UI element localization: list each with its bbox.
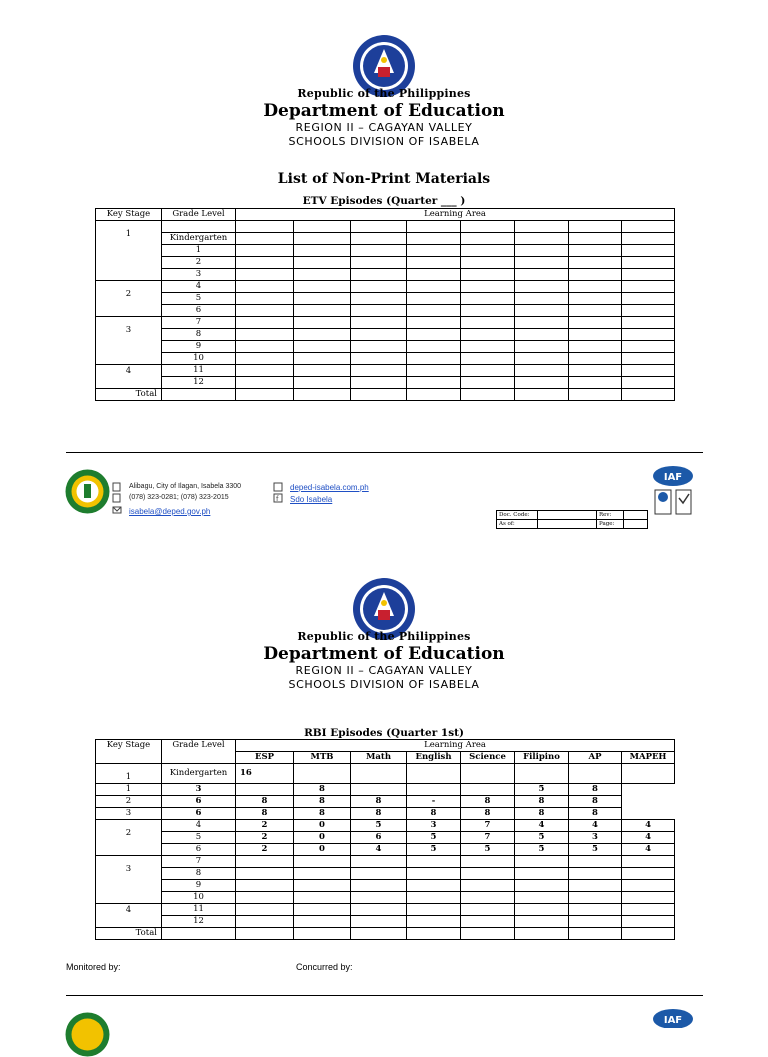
table-row xyxy=(96,880,675,892)
document-control-table xyxy=(496,510,648,529)
web-fb-icons xyxy=(273,482,283,504)
iaf-certification-icon xyxy=(652,465,694,519)
value-cell: 8 xyxy=(407,808,461,820)
value-cell: 5 xyxy=(569,844,622,856)
value-cell xyxy=(569,892,622,904)
value-cell xyxy=(351,856,407,868)
region-text: REGION II – CAGAYAN VALLEY xyxy=(295,664,473,677)
table-row xyxy=(96,784,675,796)
value-cell xyxy=(407,916,461,928)
grade-cell: 9 xyxy=(162,341,236,353)
key-stage-cell: 4 xyxy=(96,365,162,389)
department-text: Department of Education xyxy=(263,644,505,664)
value-cell: 6 xyxy=(162,808,236,820)
key-stage-cell: 3 xyxy=(96,317,162,365)
kindergarten-value: 16 xyxy=(236,764,294,784)
subject-header: English xyxy=(407,752,461,764)
grade-cell: 11 xyxy=(162,904,236,916)
value-cell: 4 xyxy=(515,820,569,832)
value-cell xyxy=(407,784,461,796)
value-cell: 5 xyxy=(515,844,569,856)
learning-area-header: Learning Area xyxy=(236,740,675,752)
value-cell: 2 xyxy=(236,820,294,832)
key-stage-cell: 2 xyxy=(96,281,162,317)
value-cell: 4 xyxy=(622,832,675,844)
iaf-certification-icon xyxy=(652,1008,694,1028)
value-cell xyxy=(515,916,569,928)
subject-header: MAPEH xyxy=(622,752,675,764)
table-row xyxy=(96,844,675,856)
grade-cell: 7 xyxy=(162,317,236,329)
table-row xyxy=(96,808,675,820)
address-text: Alibagu, City of Ilagan, Isabela 3300 xyxy=(129,483,242,490)
grade-cell: 10 xyxy=(162,353,236,365)
grade-cell: 4 xyxy=(162,820,236,832)
value-cell: 5 xyxy=(515,832,569,844)
value-cell xyxy=(461,784,515,796)
grade-cell: 10 xyxy=(162,892,236,904)
sdo-isabela-logo-icon xyxy=(65,469,110,514)
grade-cell: 4 xyxy=(162,281,236,293)
phone-text: (078) 323-0281; (078) 323-2015 xyxy=(129,494,229,501)
iaf-text: IAF xyxy=(663,472,683,483)
total-label: Total xyxy=(96,389,162,401)
monitored-by-label: Monitored by: xyxy=(66,962,121,972)
doc-code-label: Doc. Code: xyxy=(497,511,538,520)
table-row xyxy=(96,820,675,832)
grade-cell: 6 xyxy=(162,305,236,317)
value-cell xyxy=(622,916,675,928)
value-cell: 2 xyxy=(236,832,294,844)
value-cell xyxy=(622,880,675,892)
value-cell: 4 xyxy=(351,844,407,856)
grade-cell: 8 xyxy=(162,329,236,341)
value-cell: 8 xyxy=(351,796,407,808)
subject-header: Filipino xyxy=(515,752,569,764)
value-cell xyxy=(407,856,461,868)
value-cell xyxy=(515,904,569,916)
etv-table-title: ETV Episodes (Quarter ___ ) xyxy=(302,195,466,207)
table-row xyxy=(96,904,675,916)
value-cell xyxy=(461,904,515,916)
value-cell: 4 xyxy=(569,820,622,832)
value-cell: 8 xyxy=(515,796,569,808)
value-cell: 7 xyxy=(461,820,515,832)
sdo-isabela-logo-icon xyxy=(65,1012,110,1057)
value-cell xyxy=(515,892,569,904)
value-cell: 5 xyxy=(351,820,407,832)
value-cell: 3 xyxy=(569,832,622,844)
total-label: Total xyxy=(96,928,162,940)
email-link[interactable]: isabela@deped.gov.ph xyxy=(129,507,211,516)
value-cell xyxy=(622,892,675,904)
iaf-text: IAF xyxy=(663,1015,683,1026)
page-label: Page: xyxy=(597,520,624,529)
value-cell xyxy=(515,880,569,892)
value-cell: 8 xyxy=(236,808,294,820)
value-cell xyxy=(351,904,407,916)
value-cell: 8 xyxy=(294,796,351,808)
value-cell xyxy=(622,904,675,916)
value-cell: 8 xyxy=(569,796,622,808)
value-cell xyxy=(236,856,294,868)
table-row xyxy=(96,892,675,904)
key-stage-header: Key Stage xyxy=(96,740,162,764)
svg-text:f: f xyxy=(276,495,279,503)
key-stage-cell: 2 xyxy=(96,820,162,856)
value-cell xyxy=(351,916,407,928)
rbi-table xyxy=(95,739,675,940)
value-cell: 8 xyxy=(294,784,351,796)
grade-cell: 2 xyxy=(96,796,162,808)
value-cell xyxy=(569,856,622,868)
value-cell xyxy=(461,916,515,928)
contact-icons xyxy=(112,482,122,516)
value-cell xyxy=(236,916,294,928)
value-cell: 3 xyxy=(162,784,236,796)
value-cell: 8 xyxy=(569,808,622,820)
value-cell xyxy=(294,904,351,916)
value-cell xyxy=(461,868,515,880)
value-cell: 5 xyxy=(407,832,461,844)
value-cell xyxy=(407,868,461,880)
page-title: List of Non-Print Materials xyxy=(277,171,491,187)
value-cell xyxy=(236,784,294,796)
rbi-table-title: RBI Episodes (Quarter 1st) xyxy=(304,727,464,739)
value-cell: 8 xyxy=(461,808,515,820)
value-cell: 7 xyxy=(461,832,515,844)
division-text: SCHOOLS DIVISION OF ISABELA xyxy=(288,135,480,148)
letterhead xyxy=(0,87,768,149)
table-row xyxy=(96,916,675,928)
value-cell xyxy=(515,868,569,880)
subject-header: MTB xyxy=(294,752,351,764)
grade-cell: 12 xyxy=(162,377,236,389)
website-link[interactable]: deped-isabela.com.ph xyxy=(290,483,369,492)
value-cell: 5 xyxy=(515,784,569,796)
key-stage-header: Key Stage xyxy=(96,209,162,221)
republic-text: Republic of the Philippines xyxy=(297,630,471,643)
subject-header: Science xyxy=(461,752,515,764)
value-cell: 6 xyxy=(162,796,236,808)
grade-cell: 12 xyxy=(162,916,236,928)
value-cell: 8 xyxy=(515,808,569,820)
as-of-label: As of: xyxy=(497,520,538,529)
grade-cell: 5 xyxy=(162,832,236,844)
facebook-link[interactable]: Sdo Isabela xyxy=(290,495,333,504)
grade-cell: 3 xyxy=(96,808,162,820)
learning-area-header: Learning Area xyxy=(236,209,675,221)
value-cell xyxy=(236,880,294,892)
table-row xyxy=(96,868,675,880)
division-text: SCHOOLS DIVISION OF ISABELA xyxy=(288,678,480,691)
value-cell: 8 xyxy=(294,808,351,820)
table-row xyxy=(96,856,675,868)
value-cell xyxy=(294,880,351,892)
value-cell: 0 xyxy=(294,832,351,844)
value-cell xyxy=(569,916,622,928)
region-text: REGION II – CAGAYAN VALLEY xyxy=(295,121,473,134)
value-cell: 8 xyxy=(569,784,622,796)
value-cell: 8 xyxy=(461,796,515,808)
key-stage-cell: 4 xyxy=(96,904,162,928)
value-cell: 5 xyxy=(461,844,515,856)
value-cell xyxy=(461,892,515,904)
value-cell xyxy=(294,856,351,868)
grade-cell: 6 xyxy=(162,844,236,856)
footer-divider xyxy=(66,452,703,453)
grade-cell: 3 xyxy=(162,269,236,281)
grade-cell: 1 xyxy=(96,784,162,796)
value-cell xyxy=(236,868,294,880)
republic-text: Republic of the Philippines xyxy=(297,87,471,100)
value-cell: 4 xyxy=(622,844,675,856)
grade-cell: 11 xyxy=(162,365,236,377)
grade-cell: 5 xyxy=(162,293,236,305)
department-text: Department of Education xyxy=(263,101,505,121)
value-cell: 4 xyxy=(622,820,675,832)
value-cell xyxy=(622,856,675,868)
value-cell xyxy=(622,868,675,880)
letterhead xyxy=(0,630,768,692)
grade-cell: 9 xyxy=(162,880,236,892)
value-cell: 8 xyxy=(351,808,407,820)
grade-cell: 8 xyxy=(162,868,236,880)
value-cell xyxy=(236,904,294,916)
grade-cell: Kindergarten xyxy=(162,233,236,245)
value-cell xyxy=(236,892,294,904)
key-stage-cell: 3 xyxy=(96,856,162,904)
key-stage-cell: 1 xyxy=(96,221,162,281)
value-cell xyxy=(407,904,461,916)
value-cell xyxy=(407,880,461,892)
value-cell xyxy=(569,880,622,892)
value-cell xyxy=(351,868,407,880)
rev-label: Rev: xyxy=(597,511,624,520)
value-cell xyxy=(461,856,515,868)
table-row xyxy=(96,832,675,844)
grade-cell: 2 xyxy=(162,257,236,269)
value-cell xyxy=(294,868,351,880)
footer-divider xyxy=(66,995,703,996)
value-cell: 5 xyxy=(407,844,461,856)
value-cell: 0 xyxy=(294,844,351,856)
grade-cell: Kindergarten xyxy=(162,764,236,784)
grade-cell: 7 xyxy=(162,856,236,868)
grade-cell: 1 xyxy=(162,245,236,257)
value-cell xyxy=(461,880,515,892)
value-cell xyxy=(515,856,569,868)
value-cell xyxy=(294,916,351,928)
key-stage-cell: 1 xyxy=(96,764,162,784)
value-cell: 8 xyxy=(236,796,294,808)
grade-level-header: Grade Level xyxy=(162,209,236,221)
value-cell: - xyxy=(407,796,461,808)
subject-header: ESP xyxy=(236,752,294,764)
value-cell: 2 xyxy=(236,844,294,856)
value-cell: 0 xyxy=(294,820,351,832)
etv-table xyxy=(95,208,675,401)
value-cell: 3 xyxy=(407,820,461,832)
value-cell: 6 xyxy=(351,832,407,844)
subject-header: Math xyxy=(351,752,407,764)
value-cell xyxy=(351,784,407,796)
subject-header: AP xyxy=(569,752,622,764)
grade-level-header: Grade Level xyxy=(162,740,236,764)
table-row xyxy=(96,796,675,808)
value-cell xyxy=(407,892,461,904)
value-cell xyxy=(351,880,407,892)
value-cell xyxy=(351,892,407,904)
value-cell xyxy=(569,868,622,880)
value-cell xyxy=(294,892,351,904)
value-cell xyxy=(569,904,622,916)
concurred-by-label: Concurred by: xyxy=(296,962,353,972)
